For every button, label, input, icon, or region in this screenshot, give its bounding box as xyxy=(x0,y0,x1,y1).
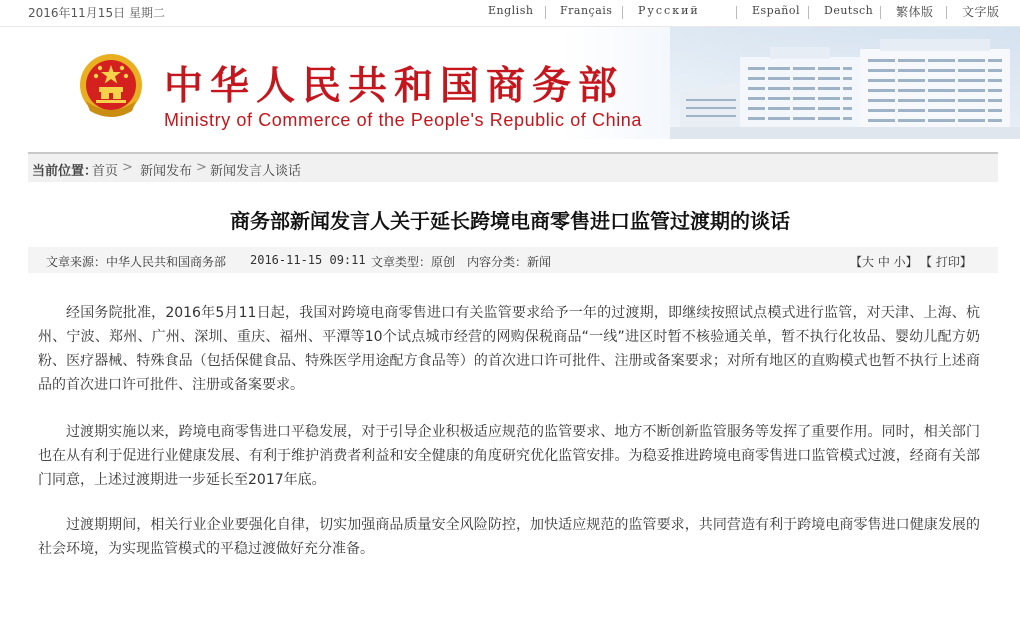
lang-link-russian[interactable]: Русский xyxy=(638,4,700,17)
chevron-right-icon: > xyxy=(122,160,133,175)
chevron-right-icon: > xyxy=(196,160,207,175)
font-size-switcher[interactable]: 【大 中 小】 xyxy=(850,255,918,269)
article-category: 内容分类：新闻 xyxy=(467,255,552,269)
divider xyxy=(736,6,737,19)
article-paragraph: 经国务院批准，2016年5月11日起，我国对跨境电商零售进口有关监管要求给予一年的过渡期，即继续按照试点模式进行监管，对天津、上海、杭州、宁波、郑州、广州、深圳、重庆、福州、平潭等10个试点城市经营的网购保税商品“一线”进区时暂不核验通关单，暂不执行化妆品、婴幼儿配方奶粉、医疗器械、特殊食品（包括保健食品、特殊医学用途配方食品等）的首次进口许可批件、注册或备案要求；对所有地区的直购模式也暂不执行上述商品的首次进口许可批件、注册或备案要求。 xyxy=(38,305,980,393)
breadcrumb-item-news-release[interactable]: 新闻发布 xyxy=(140,164,193,179)
national-emblem-icon[interactable] xyxy=(78,51,144,121)
article-paragraph: 过渡期期间，相关行业企业要强化自律，切实加强商品质量安全风险防控，加快适应规范的监管要求，共同营造有利于跨境电商零售进口健康发展的社会环境，为实现监管模式的平稳过渡做好充分准备。 xyxy=(38,517,980,557)
ministry-building-image xyxy=(670,27,1020,139)
breadcrumb-label: 当前位置： xyxy=(32,164,98,179)
article-source: 文章来源：中华人民共和国商务部 xyxy=(46,255,227,269)
article-title: 商务部新闻发言人关于延长跨境电商零售进口监管过渡期的谈话 xyxy=(230,209,790,233)
current-weekday: 星期二 xyxy=(129,6,166,20)
top-bar xyxy=(0,0,1020,27)
lang-link-text-version[interactable]: 文字版 xyxy=(962,5,1000,19)
breadcrumb-item-home[interactable]: 首页 xyxy=(92,164,119,179)
article-meta-bar xyxy=(28,247,998,273)
divider xyxy=(946,6,947,19)
divider xyxy=(545,6,546,19)
divider xyxy=(808,6,809,19)
breadcrumb-item-spokesperson[interactable]: 新闻发言人谈话 xyxy=(210,164,302,179)
divider xyxy=(880,6,881,19)
divider xyxy=(622,6,623,19)
article-paragraph: 过渡期实施以来，跨境电商零售进口平稳发展，对于引导企业积极适应规范的监管要求、地方不断创新监管服务等发挥了重要作用。同时，相关部门也在从有利于促进行业健康发展、有利于维护消费者利益和安全健康的角度研究优化监管安排。为稳妥推进跨境电商零售进口监管模式过渡，经商有关部门同意，上述过渡期进一步延长至2017年底。 xyxy=(38,424,980,488)
lang-link-traditional-chinese[interactable]: 繁体版 xyxy=(896,5,934,19)
lang-link-french[interactable]: Français xyxy=(560,4,613,17)
breadcrumb xyxy=(28,152,998,182)
lang-link-spanish[interactable]: Español xyxy=(752,4,800,17)
article-type: 文章类型：原创 xyxy=(371,255,456,269)
lang-link-english[interactable]: English xyxy=(488,4,534,17)
current-date: 2016年11月15日 xyxy=(28,6,126,20)
article-datetime: 2016-11-15 09:11 xyxy=(250,253,366,267)
language-switcher xyxy=(0,4,1020,22)
site-header xyxy=(0,27,1020,139)
site-title-english[interactable]: Ministry of Commerce of the People's Republic of China xyxy=(164,110,643,130)
lang-link-german[interactable]: Deutsch xyxy=(824,4,874,17)
print-button[interactable]: 【 打印】 xyxy=(920,255,972,269)
site-title-chinese[interactable]: 中华人民共和国商务部 xyxy=(164,64,625,109)
